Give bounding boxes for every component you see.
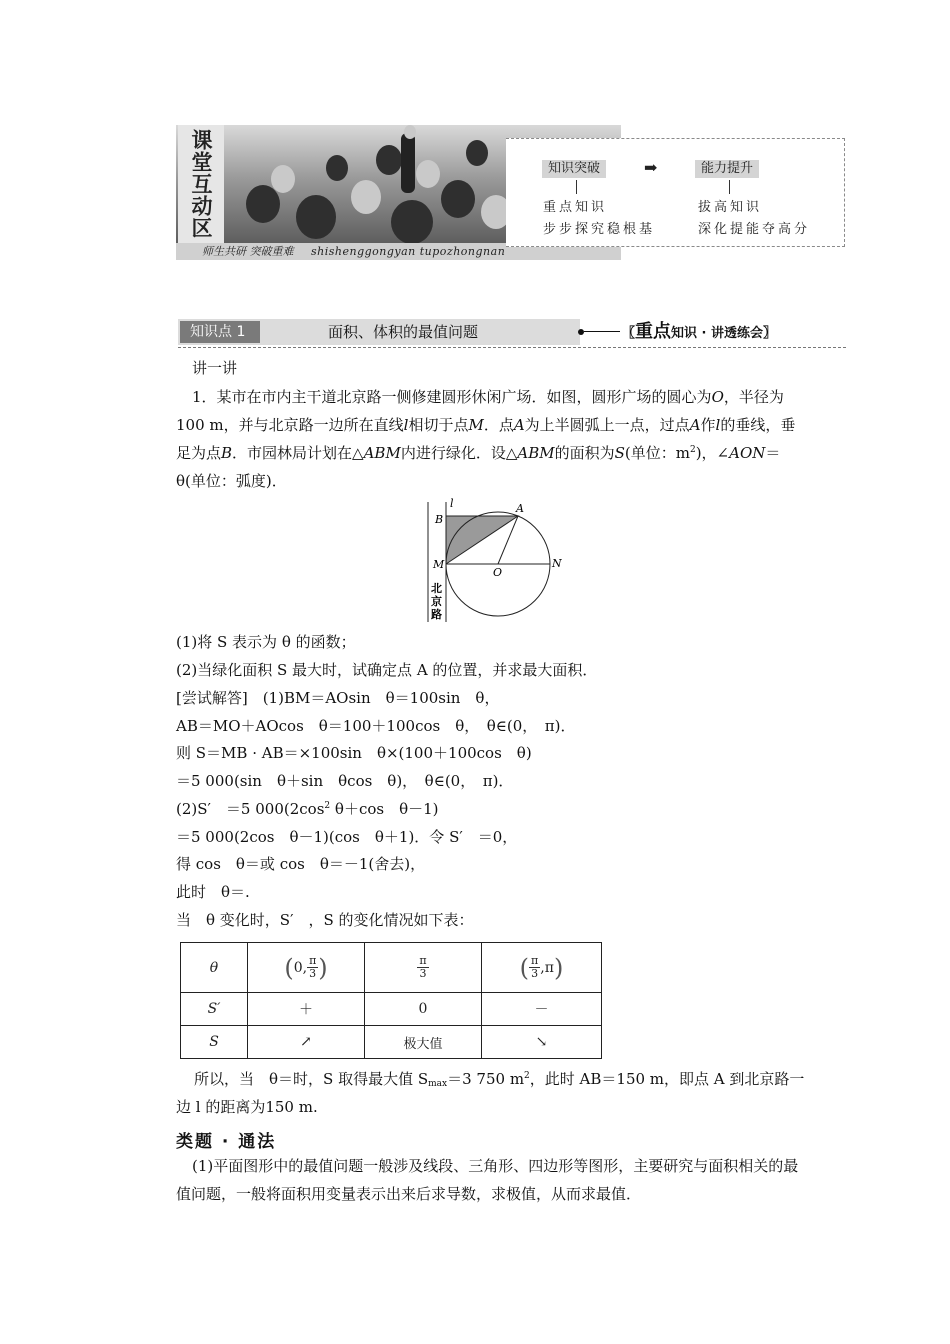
connector-line xyxy=(729,180,730,194)
lecture-label: 讲一讲 xyxy=(192,359,238,377)
problem-statement: 1．某市在市内主干道北京路一侧修建圆形休闲广场．如图，圆形广场的圆心为O，半径为100 m，并与北京路一边所在直线l相切于点M．点A为上半圆弧上一点，过点A作l的垂线，垂足为点B．市园林局计划在△ABM内进行绿化．设△ABM的面积为S(单位：$m^2$)，∠AON＝ θ(单位：弧度)． xyxy=(176,388,796,490)
connector-line xyxy=(584,331,620,332)
tag-knowledge-breakthrough: 知识突破 xyxy=(542,160,606,178)
solution-line-5: (2)S′ ＝5 $000(2\cos^2$ θ＋cos θ－1) xyxy=(176,800,439,818)
solution-line-3: 则 S＝MB · AB＝×100sin θ×(100＋100cos θ) xyxy=(176,744,532,762)
section-header xyxy=(178,319,846,349)
section-banner xyxy=(176,125,846,262)
tag-big: 重点 xyxy=(635,321,672,342)
solution-line-6: ＝5 000(2cos θ－1)(cos θ＋1)．令 S′ ＝0， xyxy=(176,828,518,846)
section-tag xyxy=(622,319,776,347)
dashed-divider xyxy=(178,347,846,348)
left-line-1: 重点知识 xyxy=(543,200,608,215)
label-B: B xyxy=(435,513,444,526)
table-cell: θ xyxy=(181,943,248,993)
conclusion-line-1: 所以，当 θ＝时，S 取得最大值 $S_{max}=3$ 750 $m^2$，此时 AB＝150 m，即点 A 到北京路一 xyxy=(194,1070,805,1089)
solution-line-1: [尝试解答] (1)BM＝AOsin θ＝100sin θ， xyxy=(176,689,500,707)
right-line-2: 深化提能夺高分 xyxy=(698,222,811,237)
table-cell: S′ xyxy=(181,993,248,1026)
question-2: (2)当绿化面积 S 最大时，试确定点 A 的位置，并求最大面积． xyxy=(176,661,598,679)
table-cell: － xyxy=(482,993,602,1026)
solution-line-7: 得 cos θ＝或 cos θ＝－1(舍去)， xyxy=(176,855,426,873)
shaded-triangle-ABM xyxy=(446,516,518,564)
solution-line-4: ＝5 000(sin θ＋sin θcos θ)， θ∈(0， π)． xyxy=(176,772,514,790)
geometry-figure xyxy=(420,498,570,624)
left-line-2: 步步探究稳根基 xyxy=(543,222,656,237)
road-label-1: 北 xyxy=(431,582,442,595)
increase-arrow-icon: ↗ xyxy=(248,1026,365,1059)
tag-ability-improve: 能力提升 xyxy=(695,160,759,178)
label-O: O xyxy=(493,566,503,579)
tag-rest: 知识 · 讲透练会〗 xyxy=(671,326,777,341)
connector-line xyxy=(576,180,577,194)
solution-line-2: AB＝MO＋AOcos θ＝100＋100cos θ， θ∈(0， π)． xyxy=(176,717,576,735)
banner-subtitle-pinyin: shishenggongyan tupozhongnan xyxy=(311,245,506,258)
bullet-dot xyxy=(578,329,584,335)
table-cell: ＋ xyxy=(248,993,365,1026)
section-number: 知识点 1 xyxy=(180,321,260,343)
method-paragraph: (1)平面图形中的最值问题一般涉及线段、三角形、四边形等图形，主要研究与面积相关的最值问题，一般将面积用变量表示出来后求导数，求极值，从而求最值． xyxy=(176,1157,799,1203)
table-cell: ( $\frac{\pi}{3}$ ,π) xyxy=(482,943,602,993)
method-heading: 类题 · 通法 xyxy=(176,1132,277,1152)
table-cell: S xyxy=(181,1026,248,1059)
decrease-arrow-icon: ↘ xyxy=(482,1026,602,1059)
banner-info-box xyxy=(506,138,845,247)
solution-line-9: 当 θ 变化时，S′ ，S 的变化情况如下表： xyxy=(176,911,474,929)
tag-open: 〖 xyxy=(622,326,636,341)
road-label-3: 路 xyxy=(431,608,442,621)
section-title: 面积、体积的最值问题 xyxy=(328,323,479,341)
right-arrow-icon: ➡ xyxy=(644,158,658,177)
table-cell: 0 xyxy=(365,993,482,1026)
label-M: M xyxy=(433,558,445,571)
table-cell: $\frac{\pi}{3}$ xyxy=(365,943,482,993)
banner-subtitle-cn: 师生共研 突破重难 xyxy=(202,245,294,258)
label-N: N xyxy=(552,557,562,570)
label-l: l xyxy=(450,498,454,510)
road-label-2: 京 xyxy=(431,595,442,608)
conclusion-line-2: 边 l 的距离为150 m. xyxy=(176,1098,318,1116)
question-1: (1)将 S 表示为 θ 的函数； xyxy=(176,633,356,651)
table-cell: 极大值 xyxy=(365,1026,482,1059)
solution-line-8: 此时 θ＝. xyxy=(176,883,250,901)
banner-big-title: 课堂互动区 xyxy=(178,125,224,243)
variation-table xyxy=(180,942,602,1059)
right-line-1: 拔高知识 xyxy=(698,200,763,215)
label-A: A xyxy=(516,502,524,515)
table-cell: (0, $\frac{\pi}{3}$ ) xyxy=(248,943,365,993)
